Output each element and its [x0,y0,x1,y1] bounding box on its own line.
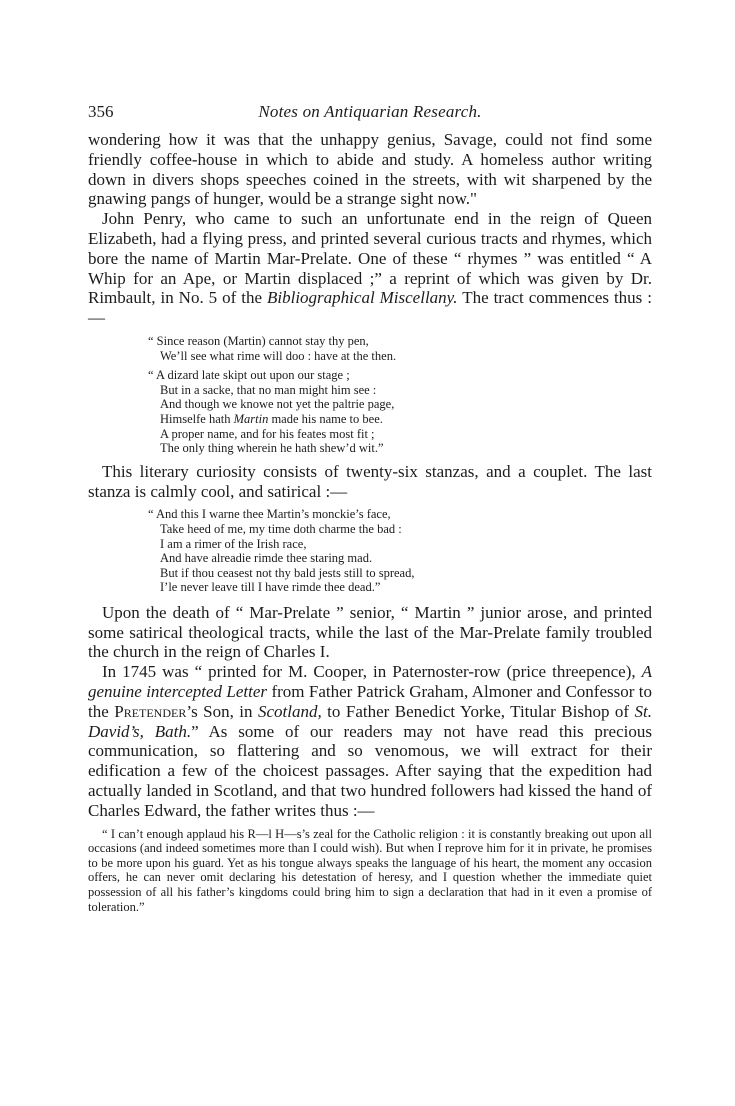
page-number: 356 [88,102,114,121]
paragraph-literary-curiosity: This literary curiosity consists of twenty-six stanzas, and a couplet. The last stanza is calmly cool, and satirical :— [88,461,652,501]
verse-name-martin: Martin [233,411,269,426]
paragraph-letter-text: from Father Patrick Graham, Almoner and Confessor to the [88,682,652,721]
verse-line: But if thou ceasest not thy bald jests still to spread, [160,565,415,580]
verse-stanza-2 [148,368,652,456]
page-header [88,102,652,130]
verse-last-stanza [148,507,652,595]
verse-line: But in a sacke, that no man might him see : [160,382,377,397]
paragraph-mar-prelate: Upon the death of “ Mar-Prelate ” senior, “ Martin ” junior arose, and printed some satirical theological tracts, while the last of the Mar-Prelate family troubled the church in the reign of Charles I. [88,602,652,662]
verse-line: A proper name, and for his feates most fit ; [160,426,375,441]
small-caps-pretender: Pretender [114,701,187,721]
verse-line-end: made his name to bee. [268,411,383,426]
verse-stanza-last [148,507,652,595]
verse-line: “ And this I warne thee Martin’s monckie’s face, [148,507,391,522]
paragraph-letter-text: to Father Benedict Yorke, Titular Bishop of [321,701,635,721]
quoted-letter-extract: “ I can’t enough applaud his R—l H—s’s zeal for the Catholic religion : it is constantly breaking out upon all occasions (and indeed sometimes more than I could wish). But when I reprove him for it in private, he promises to be more upon his guard. Yet as his tongue always speaks the language of his heart, the moment any occasion offers, he can never omit declaring his detestation of heresy, and I question whether the immediate quiet possession of all his father’s kingdoms could bring him to sign a declaration that had in it even a promise of toleration.” [88,826,652,914]
paragraph-penry-text: John Penry, who came to such an unfortunate end in the reign of Queen Elizabeth, had a flying press, and printed several curious tracts and rhymes, which bore the name of Martin Mar-Prelate. One of these “ rhymes ” was entitled “ A Whip for an Ape, or Martin displaced ;” a reprint of which was given by Dr. Rimbault, in No. 5 of the [88,209,652,308]
paragraph-penry-end: The tract commences thus :— [88,288,652,328]
title-intercepted-letter: A genuine intercepted Letter [88,662,652,702]
paragraph-penry [88,209,652,328]
verse-line: “ A dizard late skipt out upon our stage ; [148,368,350,383]
verse-line: And though we knowe not yet the paltrie page, [160,397,395,412]
paragraph-letter-text: ’s Son, in [186,701,258,721]
title-bibliographical-miscellany: Bibliographical Miscellany. [267,288,458,308]
verse-line: Take heed of me, my time doth charme the bad : [160,521,402,536]
paragraph-letter-text: ” As some of our readers may not have read this precious communication, so flattering and so venomous, we will extract for their edification a few of the choicest passages. After saying that the expedition had actually landed in Scotland, and that two hundred followers had kissed the hand of Charles Edward, the father writes thus :— [88,721,652,820]
verse-line [148,412,652,427]
verse-stanza-1 [148,334,652,363]
book-page [88,102,652,914]
running-title: Notes on Antiquarian Research. [258,102,482,121]
verse-whip-for-an-ape [148,334,652,456]
verse-line: I’le never leave till I have rimde thee dead.” [160,580,381,595]
verse-line: “ Since reason (Martin) cannot stay thy pen, [148,333,369,348]
verse-line: We’ll see what rime will doo : have at the then. [160,348,397,363]
place-st-davids-bath: St. David’s, Bath. [88,701,652,741]
paragraph-intercepted-letter [88,662,652,820]
verse-line: And have alreadie rimde thee staring mad. [160,551,373,566]
place-scotland: Scotland, [257,701,322,721]
paragraph-savage: wondering how it was that the unhappy genius, Savage, could not find some friendly coffee-house in which to abide and study. A homeless author writing down in divers shops speeches coined in the streets, with wit sharpened by the gnawing pangs of hunger, would be a strange sight now." [88,130,652,209]
verse-line: The only thing wherein he hath shew’d wit.” [160,441,384,456]
paragraph-letter-text: In 1745 was “ printed for M. Cooper, in Paternoster-row (price threepence), [102,662,642,682]
verse-line-start: Himselfe hath [160,411,234,426]
verse-line: I am a rimer of the Irish race, [160,536,307,551]
